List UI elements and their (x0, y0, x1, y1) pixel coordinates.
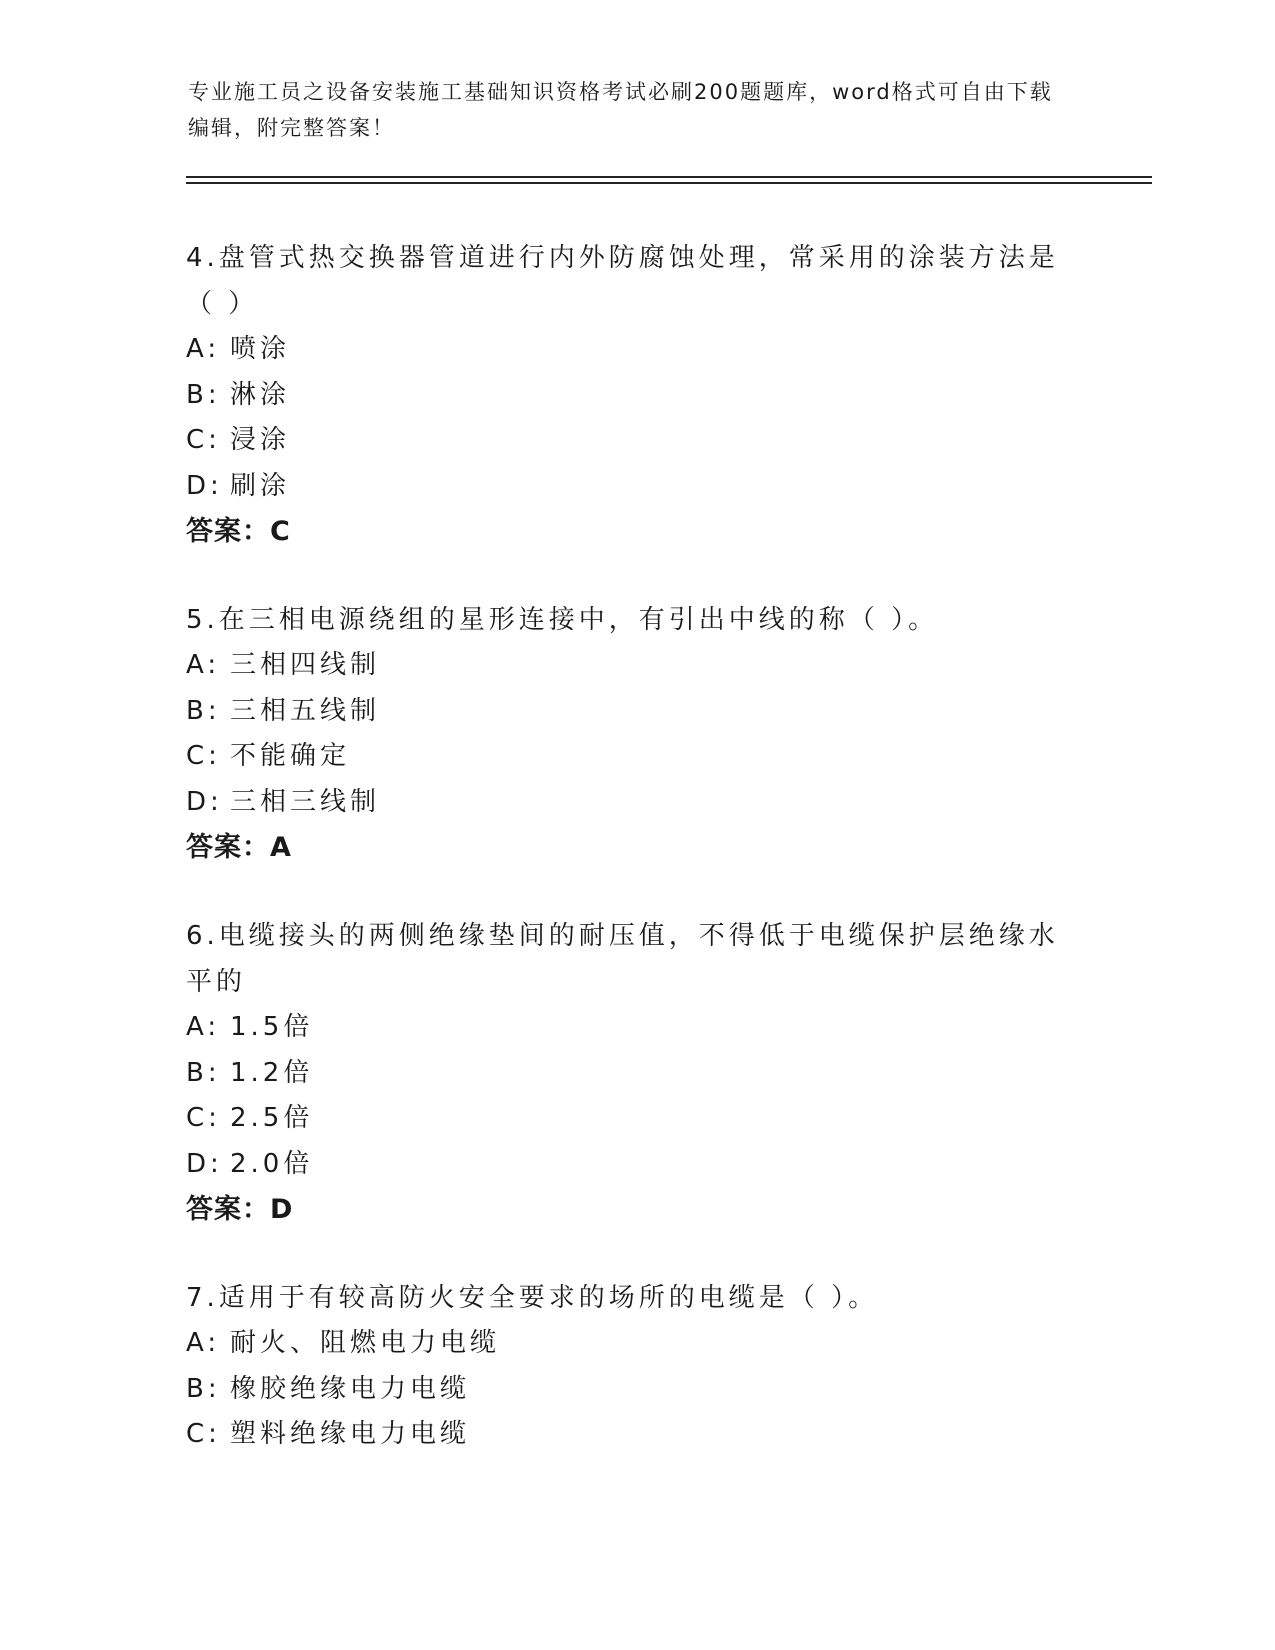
option-letter: C: (186, 425, 221, 455)
document-header: 专业施工员之设备安装施工基础知识资格考试必刷200题题库，word格式可自由下载编辑，附完整答案！ (188, 80, 1053, 140)
option-b (186, 1051, 1066, 1097)
option-letter: A: (186, 1012, 221, 1042)
option-text: 橡胶绝缘电力电缆 (230, 1373, 471, 1404)
option-c (186, 1412, 1066, 1458)
option-text: 1.2倍 (230, 1057, 314, 1088)
question-7 (186, 1275, 1066, 1458)
question-text: 5.在三相电源绕组的星形连接中，有引出中线的称（ ）。 (186, 605, 939, 635)
option-text: 三相三线制 (230, 786, 381, 817)
option-d (186, 464, 1066, 510)
answer-line: 答案：D (186, 1194, 294, 1225)
option-text: 喷涂 (230, 334, 291, 364)
option-a (186, 643, 1066, 689)
option-text: 刷涂 (230, 470, 291, 501)
option-a (186, 327, 1066, 373)
option-c (186, 734, 1066, 780)
question-list (186, 235, 1066, 1500)
option-text: 三相五线制 (230, 695, 381, 726)
option-a (186, 1005, 1066, 1051)
option-text: 不能确定 (230, 741, 351, 771)
option-text: 浸涂 (230, 425, 291, 455)
option-text: 2.0倍 (230, 1148, 314, 1179)
option-letter: C: (186, 1103, 221, 1133)
option-letter: A: (186, 650, 221, 680)
option-letter: B: (186, 1373, 221, 1404)
question-4 (186, 235, 1066, 555)
option-b (186, 1367, 1066, 1413)
option-text: 淋涂 (230, 379, 291, 410)
option-text: 塑料绝缘电力电缆 (230, 1419, 471, 1449)
option-c (186, 418, 1066, 464)
option-a (186, 1321, 1066, 1367)
option-b (186, 689, 1066, 735)
option-text: 三相四线制 (230, 650, 381, 680)
header-divider-top (186, 176, 1152, 178)
question-text: 7.适用于有较高防火安全要求的场所的电缆是（ ）。 (186, 1283, 879, 1313)
option-letter: D: (186, 1148, 223, 1179)
option-letter: A: (186, 1328, 221, 1358)
option-d (186, 1142, 1066, 1188)
option-d (186, 780, 1066, 826)
option-c (186, 1096, 1066, 1142)
option-letter: A: (186, 334, 221, 364)
option-text: 耐火、阻燃电力电缆 (230, 1328, 501, 1358)
answer-line: 答案：C (186, 516, 291, 547)
question-5 (186, 597, 1066, 871)
question-6 (186, 913, 1066, 1233)
option-text: 2.5倍 (230, 1103, 314, 1133)
option-letter: D: (186, 786, 223, 817)
option-letter: B: (186, 695, 221, 726)
question-text: 6.电缆接头的两侧绝缘垫间的耐压值，不得低于电缆保护层绝缘水平的 (186, 921, 1059, 997)
option-text: 1.5倍 (230, 1012, 314, 1042)
option-b (186, 373, 1066, 419)
option-letter: C: (186, 1419, 221, 1449)
answer-line: 答案：A (186, 832, 292, 863)
option-letter: B: (186, 1057, 221, 1088)
header-divider-bottom (186, 182, 1152, 184)
option-letter: C: (186, 741, 221, 771)
question-text: 4.盘管式热交换器管道进行内外防腐蚀处理，常采用的涂装方法是（ ） (186, 243, 1059, 319)
option-letter: B: (186, 379, 221, 410)
option-letter: D: (186, 470, 223, 501)
